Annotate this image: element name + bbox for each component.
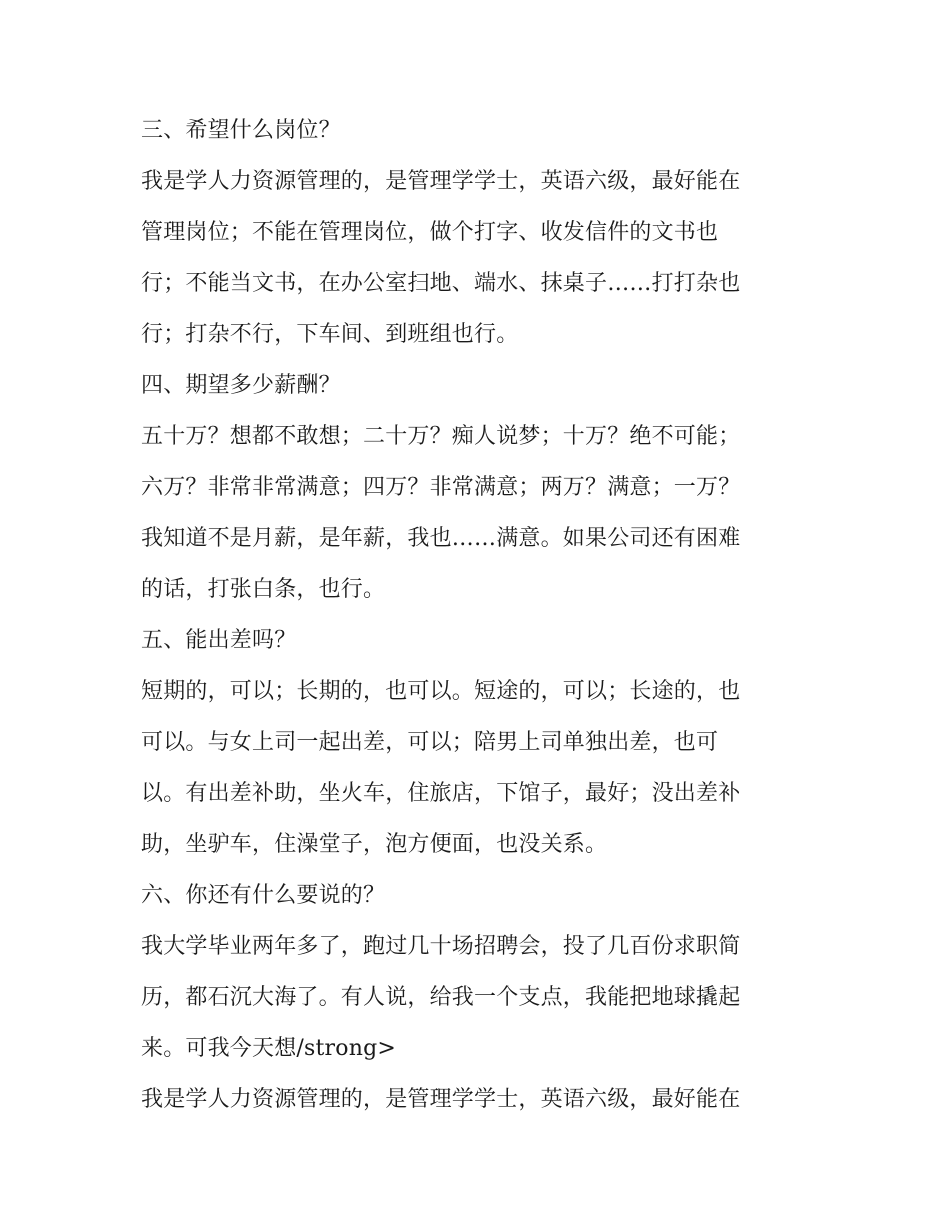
paragraph-line: 可以。与女上司一起出差，可以；陪男上司单独出差，也可 [141, 730, 719, 755]
paragraph-line: 行；不能当文书，在办公室扫地、端水、抹桌子……打打杂也 [141, 271, 741, 296]
paragraph-line: 以。有出差补助，坐火车，住旅店，下馆子，最好；没出差补 [141, 781, 741, 806]
section-heading-remarks: 六、你还有什么要说的？ [141, 883, 386, 908]
paragraph-line: 我是学人力资源管理的，是管理学学士，英语六级，最好能在 [141, 169, 741, 194]
paragraph-line: 管理岗位；不能在管理岗位，做个打字、收发信件的文书也 [141, 220, 719, 245]
paragraph-line: 助，坐驴车，住澡堂子，泡方便面，也没关系。 [141, 832, 608, 857]
section-heading-travel: 五、能出差吗？ [141, 628, 297, 653]
section-heading-position: 三、希望什么岗位？ [141, 118, 341, 143]
section-heading-salary: 四、期望多少薪酬？ [141, 373, 341, 398]
paragraph-line: 我知道不是月薪，是年薪，我也……满意。如果公司还有困难 [141, 526, 741, 551]
paragraph-line: 历，都石沉大海了。有人说，给我一个支点，我能把地球撬起 [141, 985, 741, 1010]
paragraph-line: 我是学人力资源管理的，是管理学学士，英语六级，最好能在 [141, 1087, 741, 1112]
paragraph-line: 行；打杂不行，下车间、到班组也行。 [141, 322, 519, 347]
paragraph-line: 五十万？想都不敢想；二十万？痴人说梦；十万？绝不可能； [141, 424, 741, 449]
paragraph-line: 来。可我今天想/strong> [141, 1036, 396, 1061]
paragraph-line: 短期的，可以；长期的，也可以。短途的，可以；长途的，也 [141, 679, 741, 704]
document-body [141, 105, 821, 1125]
paragraph-line: 六万？非常非常满意；四万？非常满意；两万？满意；一万？ [141, 475, 741, 500]
paragraph-line: 我大学毕业两年多了，跑过几十场招聘会，投了几百份求职简 [141, 934, 741, 959]
paragraph-line: 的话，打张白条，也行。 [141, 577, 386, 602]
